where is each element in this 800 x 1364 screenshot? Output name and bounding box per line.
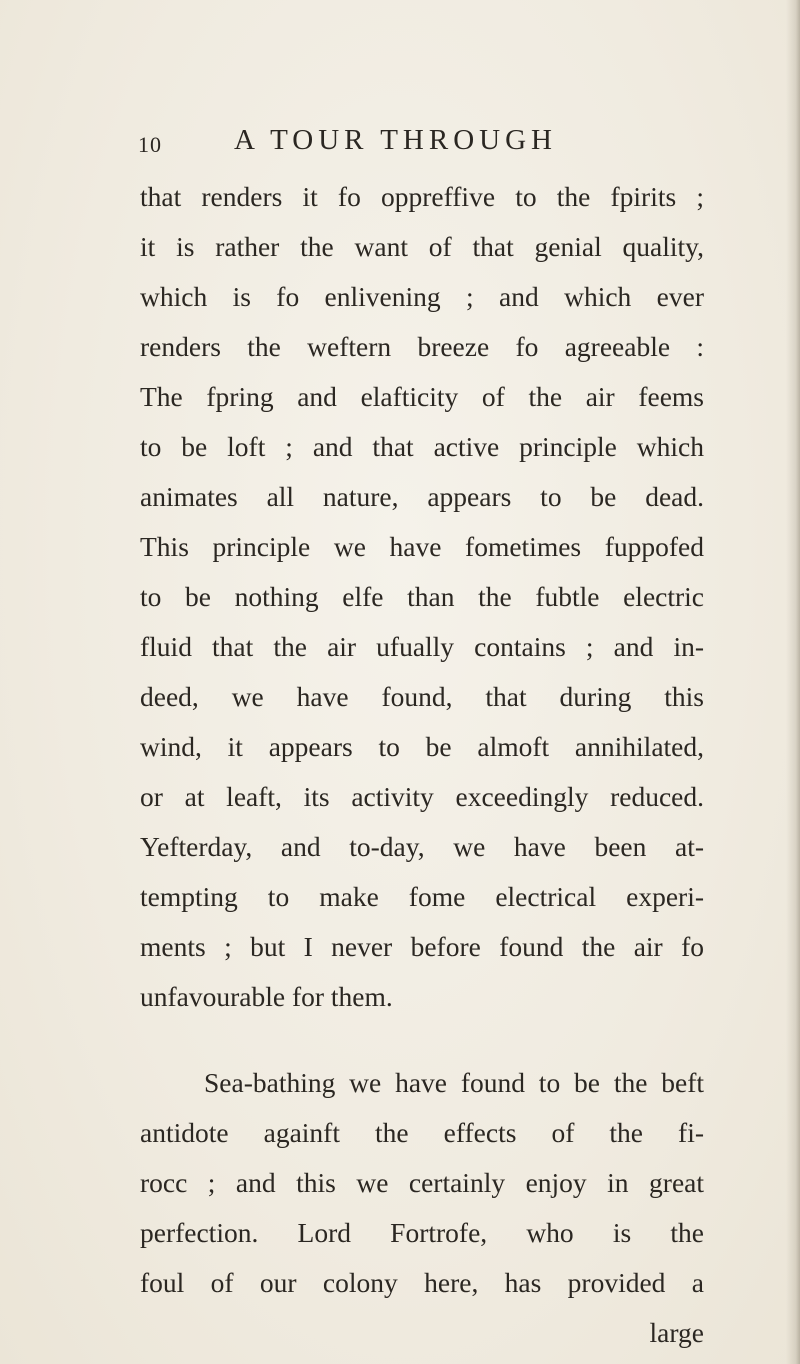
- text-line: deed, we have found, that during this: [140, 681, 704, 712]
- paragraph-gap: [140, 1022, 704, 1058]
- paragraph-2: [140, 1058, 704, 1308]
- text-line: unfavourable for them.: [140, 981, 393, 1012]
- catchword: large: [649, 1317, 704, 1348]
- text-line: antidote againft the effects of the fi-: [140, 1117, 704, 1148]
- text-line: animates all nature, appears to be dead.: [140, 481, 704, 512]
- text-line: foul of our colony here, has provided a: [140, 1267, 704, 1298]
- text-line: wind, it appears to be almoft annihilated,: [140, 731, 704, 762]
- text-line: which is fo enlivening ; and which ever: [140, 281, 704, 312]
- text-line: it is rather the want of that genial quality,: [140, 231, 704, 262]
- text-line: renders the weftern breeze fo agreeable :: [140, 331, 704, 362]
- text-line: ments ; but I never before found the air fo: [140, 931, 704, 962]
- text-line: fluid that the air ufually contains ; and in-: [140, 631, 704, 662]
- running-title: A TOUR THROUGH: [234, 124, 557, 156]
- paragraph-1: [140, 172, 704, 1022]
- text-line: Yefterday, and to-day, we have been at-: [140, 831, 704, 862]
- text-line: that renders it fo oppreffive to the fpirits ;: [140, 181, 704, 212]
- text-line: perfection. Lord Fortrofe, who is the: [140, 1217, 704, 1248]
- text-line: to be nothing elfe than the fubtle electric: [140, 581, 704, 612]
- text-line: Sea-bathing we have found to be the beft: [204, 1067, 704, 1098]
- text-line: tempting to make fome electrical experi-: [140, 881, 704, 912]
- running-head: [138, 124, 658, 164]
- page-number: 10: [138, 132, 162, 157]
- text-line: rocc ; and this we certainly enjoy in great: [140, 1167, 704, 1198]
- page-edge-shadow: [786, 0, 800, 1364]
- text-line: The fpring and elafticity of the air feems: [140, 381, 704, 412]
- text-line: This principle we have fometimes fuppofed: [140, 531, 704, 562]
- text-line: or at leaft, its activity exceedingly reduced.: [140, 781, 704, 812]
- body-text: [140, 172, 704, 1358]
- text-line: to be loft ; and that active principle which: [140, 431, 704, 462]
